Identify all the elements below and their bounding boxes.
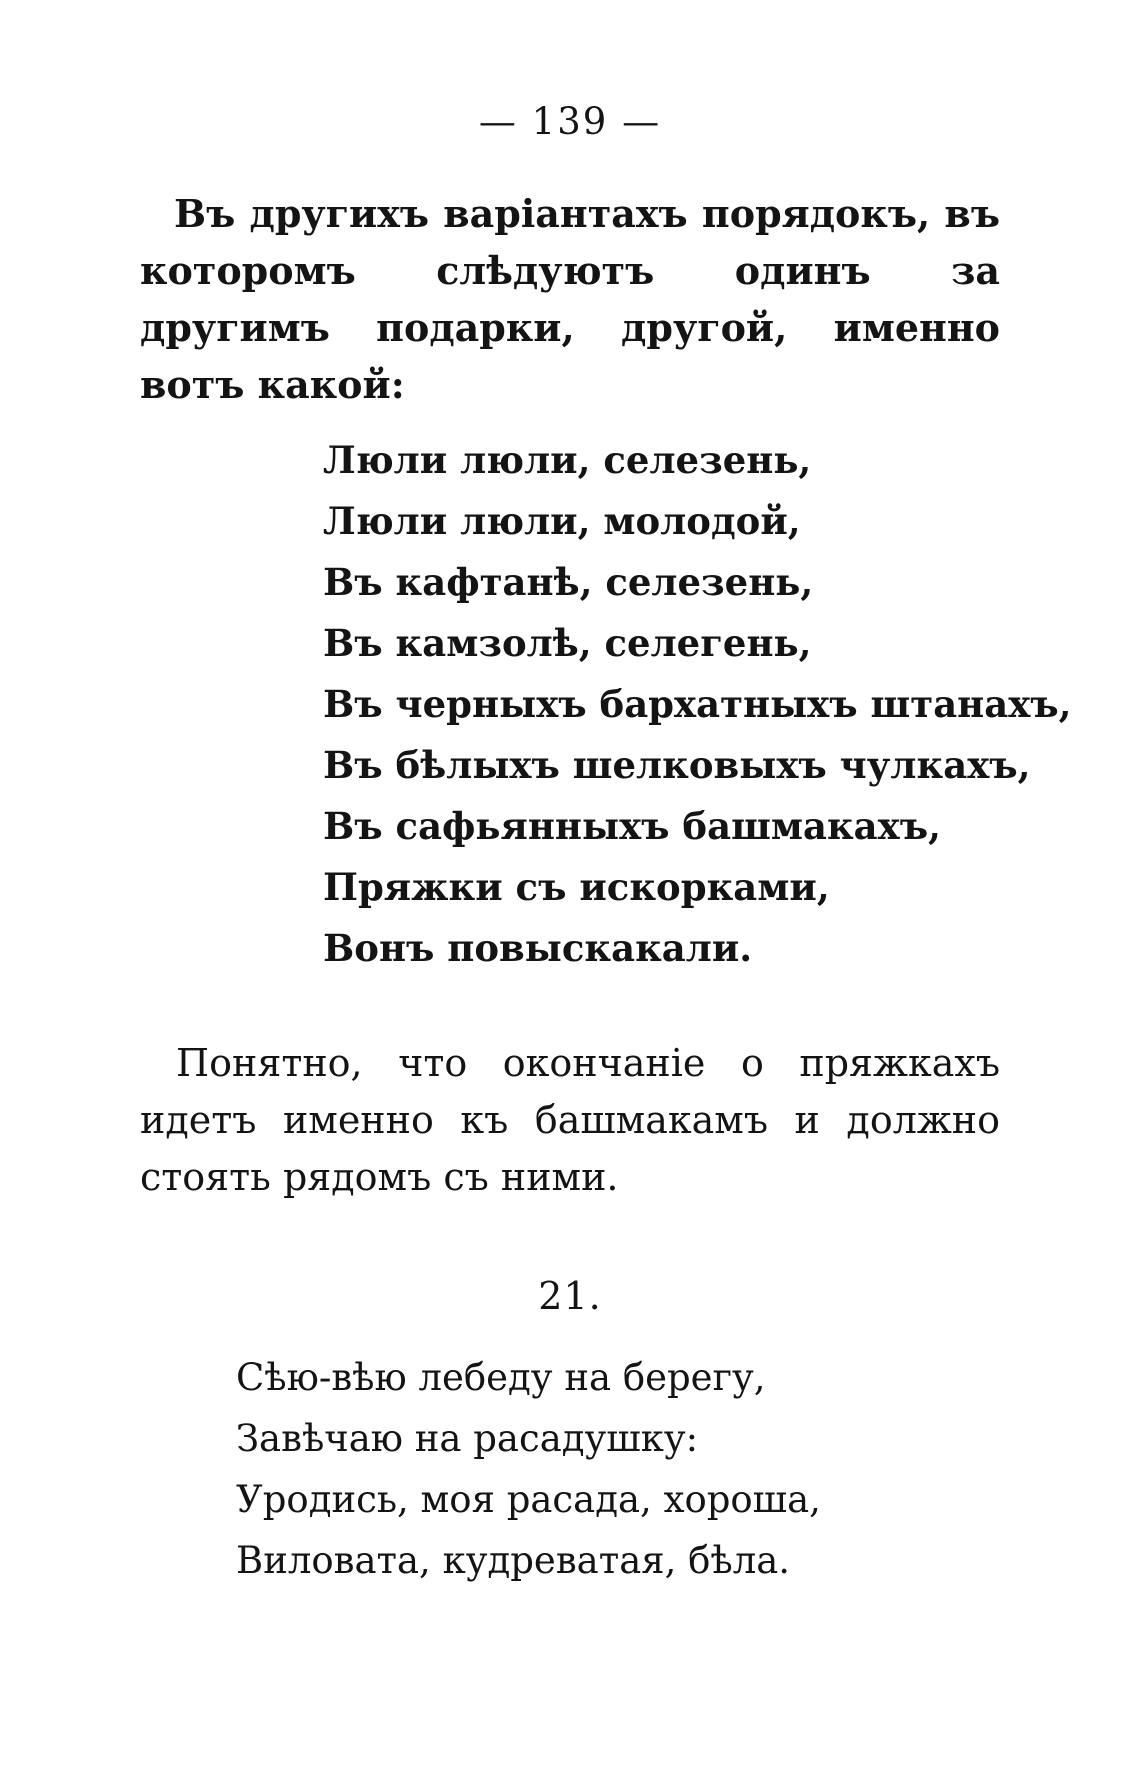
verse-line: Люли люли, молодой, — [323, 499, 801, 543]
verse-line: Уродись, моя расада, хороша, — [236, 1478, 821, 1521]
verse-line: Въ бѣлыхъ шелковыхъ чулкахъ, — [323, 743, 1031, 787]
verse-line: Въ камзолѣ, селегень, — [323, 621, 812, 665]
page-number: — 139 — — [478, 100, 662, 143]
verse-line: Завѣчаю на расадушку: — [236, 1417, 699, 1460]
section-number: 21. — [538, 1274, 602, 1318]
verse-lyuli — [323, 430, 1072, 979]
verse-line: Въ сафьянныхъ башмакахъ, — [323, 804, 941, 848]
verse-line: Въ кафтанѣ, селезень, — [323, 560, 814, 604]
paragraph-commentary: Понятно, что окончаніе о пряжкахъ идетъ именно къ башмакамъ и должно стоять рядомъ съ ними. — [140, 1041, 1000, 1199]
verse-line: Въ черныхъ бархатныхъ штанахъ, — [323, 682, 1072, 726]
verse-line: Виловата, кудреватая, бѣла. — [236, 1539, 791, 1582]
verse-line: Пряжки съ искорками, — [323, 865, 830, 909]
verse-line: Люли люли, селезень, — [323, 438, 812, 482]
verse-line: Сѣю-вѣю лебеду на берегу, — [236, 1356, 766, 1399]
paragraph-variants: Въ другихъ варіантахъ порядокъ, въ которомъ слѣдуютъ одинъ за другимъ подарки, другой, именно вотъ какой: — [140, 191, 1000, 407]
verse-lebeda — [236, 1347, 821, 1591]
verse-line: Вонъ повыскакали. — [323, 926, 753, 970]
